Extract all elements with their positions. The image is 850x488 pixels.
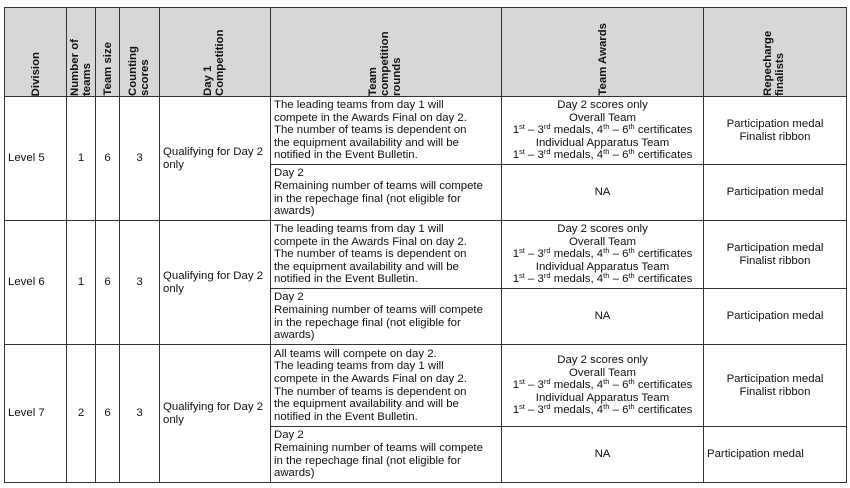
award-text: certificates [637, 149, 693, 162]
award-text: Overall Team [569, 111, 636, 124]
award-text: certificates [637, 248, 693, 261]
award-text: medals, [553, 124, 594, 137]
award-text: 6 [622, 124, 629, 137]
award-text: – [609, 149, 623, 162]
day1-competition-cell: Qualifying for Day 2 only [160, 221, 271, 345]
award-text: medals, [553, 404, 594, 417]
award-text: – [609, 124, 623, 137]
rounds-line: awards) [274, 467, 315, 480]
award-text: 3 [537, 379, 544, 392]
rounds-line: compete in the Awards Final on day 2. [274, 235, 467, 248]
rounds-line: awards) [274, 205, 315, 218]
award-text: Individual Apparatus Team [535, 391, 670, 404]
table-header [5, 8, 847, 97]
final-rounds-cell [271, 97, 502, 165]
ordinal-suffix: th [628, 122, 635, 132]
number-of-teams-cell: 1 [67, 97, 96, 221]
award-text: 4 [596, 124, 604, 137]
final-rounds-cell [271, 345, 502, 427]
award-text: 4 [596, 273, 604, 286]
rounds-line: notified in the Event Bulletin. [274, 149, 418, 162]
ordinal-suffix: th [603, 122, 610, 132]
award-text: Day 2 scores only [557, 99, 648, 112]
award-line [505, 149, 700, 162]
award-text: 6 [622, 149, 629, 162]
ordinal-suffix: rd [543, 402, 551, 412]
award-text: Day 2 scores only [557, 223, 648, 236]
day1-competition-cell: Qualifying for Day 2 only [160, 97, 271, 221]
repechage-rounds-cell [271, 165, 502, 221]
award-text: 4 [596, 248, 604, 261]
number-of-teams-cell: 2 [67, 345, 96, 483]
award-line [505, 99, 700, 112]
ordinal-suffix: th [628, 246, 635, 256]
rounds-line: The number of teams is dependent on [274, 124, 467, 137]
team-size-cell: 6 [96, 221, 120, 345]
header-repecharge-finalists: Repecharge finalists [704, 8, 847, 97]
final-repecharge-cell [704, 97, 847, 165]
repechage-awards-cell: NA [502, 289, 704, 345]
counting-scores-cell: 3 [120, 97, 160, 221]
award-text: medals, [553, 248, 594, 261]
team-size-cell: 6 [96, 345, 120, 483]
ordinal-suffix: th [628, 271, 635, 281]
repechage-repecharge-cell: Participation medal [704, 165, 847, 221]
rounds-line: the equipment availability and will be [274, 260, 459, 273]
award-text: – [609, 379, 623, 392]
award-text: – [609, 404, 623, 417]
award-text: 4 [596, 404, 604, 417]
award-text: 1 [512, 248, 520, 261]
competition-table [4, 7, 847, 483]
award-text: 3 [537, 248, 544, 261]
rounds-line: The leading teams from day 1 will [274, 99, 444, 112]
rounds-line: The number of teams is dependent on [274, 385, 467, 398]
award-text: 1 [512, 379, 520, 392]
rounds-line: compete in the Awards Final on day 2. [274, 111, 467, 124]
final-rounds-cell [271, 221, 502, 289]
rounds-line: awards) [274, 329, 315, 342]
award-text: Overall Team [569, 366, 636, 379]
award-line [505, 379, 700, 392]
ordinal-suffix: th [628, 402, 635, 412]
award-text: medals, [553, 149, 594, 162]
award-text: 1 [512, 404, 520, 417]
award-text: 1 [512, 149, 520, 162]
award-text: 6 [622, 404, 629, 417]
ordinal-suffix: st [519, 246, 525, 256]
repecharge-line: Participation medal [726, 372, 824, 385]
ordinal-suffix: rd [543, 246, 551, 256]
final-awards-cell [502, 221, 704, 289]
award-text: certificates [637, 404, 693, 417]
ordinal-suffix: st [519, 377, 525, 387]
repechage-awards-cell: NA [502, 165, 704, 221]
repechage-repecharge-cell: Participation medal [704, 427, 847, 483]
award-text: – [609, 248, 623, 261]
award-text: certificates [637, 379, 693, 392]
award-text: – [524, 404, 538, 417]
award-line [505, 404, 700, 417]
rounds-line: in the repechage final (not eligible for [274, 454, 461, 467]
rounds-line: compete in the Awards Final on day 2. [274, 372, 467, 385]
award-text: certificates [637, 124, 693, 137]
rounds-line: Remaining number of teams will compete [274, 441, 483, 454]
repecharge-line: Finalist ribbon [739, 385, 811, 398]
rounds-line: in the repechage final (not eligible for [274, 316, 461, 329]
ordinal-suffix: rd [543, 122, 551, 132]
rounds-line: the equipment availability and will be [274, 136, 459, 149]
number-of-teams-cell: 1 [67, 221, 96, 345]
award-line [505, 273, 700, 286]
repecharge-line: Participation medal [726, 117, 824, 130]
award-text: 3 [537, 124, 544, 137]
counting-scores-cell: 3 [120, 345, 160, 483]
award-text: 1 [512, 273, 520, 286]
rounds-line: Day 2 [274, 291, 304, 304]
ordinal-suffix: st [519, 122, 525, 132]
header-day1-competition: Day 1 Competition [160, 8, 271, 97]
award-line [505, 223, 700, 236]
repecharge-line: Finalist ribbon [739, 130, 811, 143]
division-cell: Level 6 [5, 221, 67, 345]
repechage-awards-cell: NA [502, 427, 704, 483]
ordinal-suffix: rd [543, 377, 551, 387]
rounds-line: The number of teams is dependent on [274, 248, 467, 261]
award-text: medals, [553, 273, 594, 286]
award-line [505, 354, 700, 367]
final-awards-cell [502, 97, 704, 165]
repechage-rounds-cell [271, 289, 502, 345]
rounds-line: All teams will compete on day 2. [274, 347, 437, 360]
award-text: – [524, 124, 538, 137]
final-repecharge-cell [704, 221, 847, 289]
header-team-awards: Team Awards [502, 8, 704, 97]
ordinal-suffix: th [603, 377, 610, 387]
header-number-of-teams: Number of teams [67, 8, 96, 97]
ordinal-suffix: st [519, 402, 525, 412]
division-cell: Level 7 [5, 345, 67, 483]
ordinal-suffix: st [519, 271, 525, 281]
ordinal-suffix: rd [543, 271, 551, 281]
header-team-size: Team size [96, 8, 120, 97]
repechage-repecharge-cell: Participation medal [704, 289, 847, 345]
repecharge-line: Participation medal [726, 241, 824, 254]
day1-competition-cell: Qualifying for Day 2 only [160, 345, 271, 483]
award-text: 3 [537, 149, 544, 162]
award-text: certificates [637, 273, 693, 286]
award-text: 4 [596, 149, 604, 162]
header-counting-scores: Counting scores [120, 8, 160, 97]
award-line [505, 124, 700, 137]
final-awards-cell [502, 345, 704, 427]
rounds-line: Day 2 [274, 167, 304, 180]
award-text: – [524, 273, 538, 286]
award-text: 1 [512, 124, 520, 137]
header-division: Division [5, 8, 67, 97]
ordinal-suffix: th [628, 147, 635, 157]
ordinal-suffix: th [628, 377, 635, 387]
table-row [5, 97, 847, 165]
award-text: – [609, 273, 623, 286]
award-text: – [524, 379, 538, 392]
award-text: Individual Apparatus Team [535, 260, 670, 273]
ordinal-suffix: st [519, 147, 525, 157]
rounds-line: Day 2 [274, 429, 304, 442]
table-row [5, 221, 847, 289]
division-cell: Level 5 [5, 97, 67, 221]
rounds-line: in the repechage final (not eligible for [274, 192, 461, 205]
award-text: medals, [553, 379, 594, 392]
rounds-line: notified in the Event Bulletin. [274, 410, 418, 423]
ordinal-suffix: th [603, 271, 610, 281]
ordinal-suffix: th [603, 246, 610, 256]
award-text: 3 [537, 273, 544, 286]
award-text: Day 2 scores only [557, 354, 648, 367]
repecharge-line: Finalist ribbon [739, 254, 811, 267]
rounds-line: The leading teams from day 1 will [274, 223, 444, 236]
ordinal-suffix: th [603, 402, 610, 412]
ordinal-suffix: rd [543, 147, 551, 157]
rounds-line: Remaining number of teams will compete [274, 303, 483, 316]
team-size-cell: 6 [96, 97, 120, 221]
rounds-line: Remaining number of teams will compete [274, 179, 483, 192]
repechage-rounds-cell [271, 427, 502, 483]
award-line [505, 248, 700, 261]
award-text: 6 [622, 379, 629, 392]
counting-scores-cell: 3 [120, 221, 160, 345]
award-text: – [524, 149, 538, 162]
award-text: 4 [596, 379, 604, 392]
final-repecharge-cell [704, 345, 847, 427]
table-row [5, 345, 847, 427]
ordinal-suffix: th [603, 147, 610, 157]
rounds-line: the equipment availability and will be [274, 398, 459, 411]
table-body [5, 97, 847, 483]
award-text: Individual Apparatus Team [535, 136, 670, 149]
award-text: 3 [537, 404, 544, 417]
award-text: Overall Team [569, 235, 636, 248]
award-text: 6 [622, 273, 629, 286]
rounds-line: The leading teams from day 1 will [274, 360, 444, 373]
award-text: 6 [622, 248, 629, 261]
award-text: – [524, 248, 538, 261]
header-team-competition-rounds: Team competition rounds [271, 8, 502, 97]
rounds-line: notified in the Event Bulletin. [274, 273, 418, 286]
